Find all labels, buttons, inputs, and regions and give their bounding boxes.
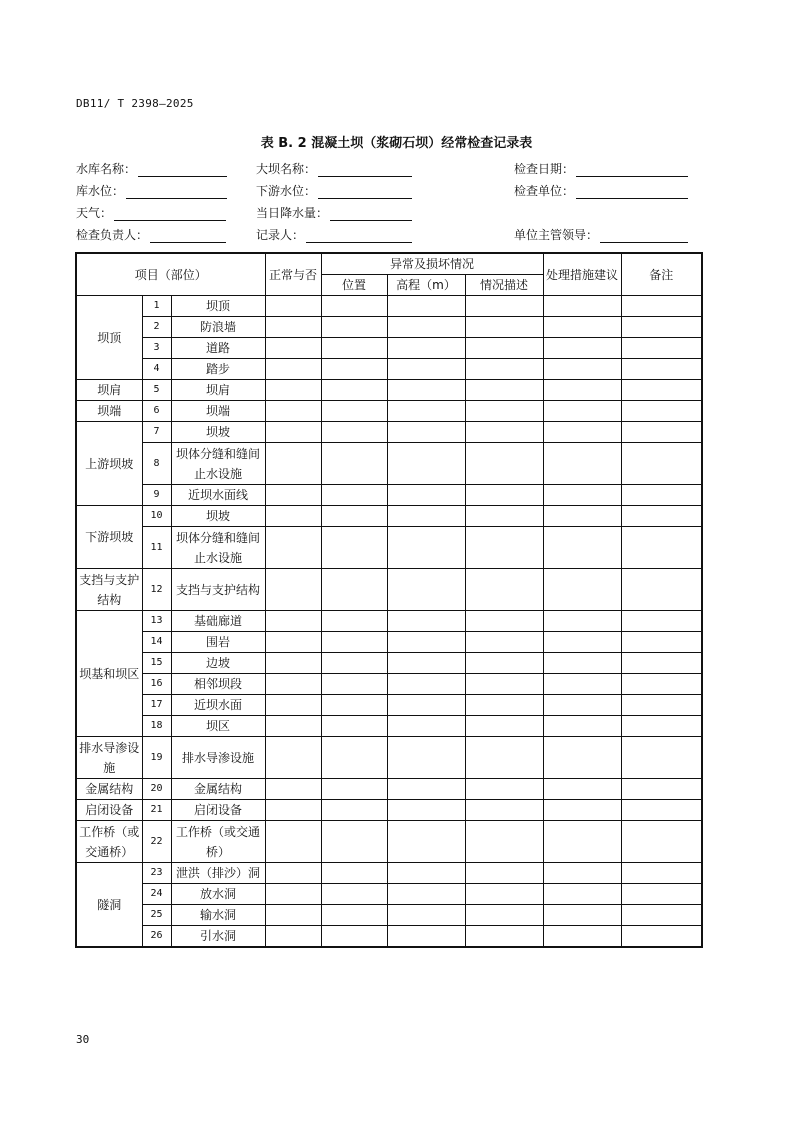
elevation-cell[interactable] bbox=[387, 506, 465, 527]
remarks-cell[interactable] bbox=[621, 926, 702, 948]
table-row bbox=[76, 905, 702, 926]
description-cell[interactable] bbox=[465, 716, 543, 737]
recorder-label: 记录人： bbox=[256, 228, 305, 242]
check-date-field bbox=[514, 160, 688, 177]
recorder-blank[interactable] bbox=[306, 230, 412, 243]
position-cell[interactable] bbox=[321, 632, 387, 653]
description-cell[interactable] bbox=[465, 443, 543, 485]
position-cell[interactable] bbox=[321, 863, 387, 884]
item-number-cell: 14 bbox=[142, 632, 171, 653]
normal-cell[interactable] bbox=[265, 422, 321, 443]
table-row bbox=[76, 296, 702, 317]
normal-cell[interactable] bbox=[265, 737, 321, 779]
table-row bbox=[76, 569, 702, 611]
measures-cell[interactable] bbox=[543, 737, 621, 779]
item-number-cell: 2 bbox=[142, 317, 171, 338]
measures-cell[interactable] bbox=[543, 884, 621, 905]
measures-cell[interactable] bbox=[543, 485, 621, 506]
description-cell[interactable] bbox=[465, 401, 543, 422]
table-row bbox=[76, 779, 702, 800]
elevation-cell[interactable] bbox=[387, 380, 465, 401]
reservoir-level-blank[interactable] bbox=[126, 186, 227, 199]
description-cell[interactable] bbox=[465, 653, 543, 674]
position-cell[interactable] bbox=[321, 485, 387, 506]
table-row bbox=[76, 338, 702, 359]
leader-label: 单位主管领导： bbox=[514, 228, 599, 242]
header-item: 项目（部位） bbox=[76, 253, 265, 296]
table-row bbox=[76, 527, 702, 569]
dam-name-label: 大坝名称： bbox=[256, 162, 317, 176]
measures-cell[interactable] bbox=[543, 401, 621, 422]
normal-cell[interactable] bbox=[265, 779, 321, 800]
remarks-cell[interactable] bbox=[621, 905, 702, 926]
elevation-cell[interactable] bbox=[387, 632, 465, 653]
remarks-cell[interactable] bbox=[621, 863, 702, 884]
reservoir-name-blank[interactable] bbox=[138, 164, 227, 177]
weather-blank[interactable] bbox=[114, 208, 226, 221]
item-name-cell: 坝体分缝和缝间止水设施 bbox=[171, 527, 265, 569]
elevation-cell[interactable] bbox=[387, 317, 465, 338]
description-cell[interactable] bbox=[465, 506, 543, 527]
position-cell[interactable] bbox=[321, 611, 387, 632]
elevation-cell[interactable] bbox=[387, 884, 465, 905]
check-date-label: 检查日期： bbox=[514, 162, 575, 176]
position-cell[interactable] bbox=[321, 380, 387, 401]
description-cell[interactable] bbox=[465, 800, 543, 821]
position-cell[interactable] bbox=[321, 779, 387, 800]
item-number-cell: 6 bbox=[142, 401, 171, 422]
item-number-cell: 8 bbox=[142, 443, 171, 485]
normal-cell[interactable] bbox=[265, 800, 321, 821]
item-number-cell: 21 bbox=[142, 800, 171, 821]
position-cell[interactable] bbox=[321, 821, 387, 863]
position-cell[interactable] bbox=[321, 716, 387, 737]
table-header bbox=[76, 253, 702, 296]
elevation-cell[interactable] bbox=[387, 527, 465, 569]
normal-cell[interactable] bbox=[265, 674, 321, 695]
item-number-cell: 4 bbox=[142, 359, 171, 380]
table-row bbox=[76, 653, 702, 674]
description-cell[interactable] bbox=[465, 905, 543, 926]
check-unit-blank[interactable] bbox=[576, 186, 688, 199]
normal-cell[interactable] bbox=[265, 359, 321, 380]
measures-cell[interactable] bbox=[543, 821, 621, 863]
elevation-cell[interactable] bbox=[387, 569, 465, 611]
item-name-cell: 支挡与支护结构 bbox=[171, 569, 265, 611]
table-row bbox=[76, 317, 702, 338]
leader-blank[interactable] bbox=[600, 230, 688, 243]
item-number-cell: 22 bbox=[142, 821, 171, 863]
remarks-cell[interactable] bbox=[621, 653, 702, 674]
header-remarks: 备注 bbox=[621, 253, 702, 296]
remarks-cell[interactable] bbox=[621, 779, 702, 800]
elevation-cell[interactable] bbox=[387, 338, 465, 359]
measures-cell[interactable] bbox=[543, 695, 621, 716]
measures-cell[interactable] bbox=[543, 422, 621, 443]
measures-cell[interactable] bbox=[543, 506, 621, 527]
remarks-cell[interactable] bbox=[621, 296, 702, 317]
normal-cell[interactable] bbox=[265, 926, 321, 948]
remarks-cell[interactable] bbox=[621, 401, 702, 422]
description-cell[interactable] bbox=[465, 674, 543, 695]
measures-cell[interactable] bbox=[543, 338, 621, 359]
measures-cell[interactable] bbox=[543, 926, 621, 948]
item-name-cell: 坝区 bbox=[171, 716, 265, 737]
remarks-cell[interactable] bbox=[621, 527, 702, 569]
measures-cell[interactable] bbox=[543, 800, 621, 821]
measures-cell[interactable] bbox=[543, 674, 621, 695]
item-name-cell: 输水洞 bbox=[171, 905, 265, 926]
group-name-cell: 隧洞 bbox=[76, 863, 142, 948]
item-name-cell: 坝肩 bbox=[171, 380, 265, 401]
table-row bbox=[76, 800, 702, 821]
description-cell[interactable] bbox=[465, 632, 543, 653]
table-row bbox=[76, 443, 702, 485]
item-name-cell: 围岩 bbox=[171, 632, 265, 653]
description-cell[interactable] bbox=[465, 611, 543, 632]
table-row bbox=[76, 380, 702, 401]
recorder-field bbox=[256, 226, 412, 243]
group-name-cell: 金属结构 bbox=[76, 779, 142, 800]
normal-cell[interactable] bbox=[265, 569, 321, 611]
description-cell[interactable] bbox=[465, 338, 543, 359]
table-row bbox=[76, 359, 702, 380]
item-number-cell: 10 bbox=[142, 506, 171, 527]
remarks-cell[interactable] bbox=[621, 611, 702, 632]
item-name-cell: 近坝水面 bbox=[171, 695, 265, 716]
item-number-cell: 18 bbox=[142, 716, 171, 737]
normal-cell[interactable] bbox=[265, 380, 321, 401]
elevation-cell[interactable] bbox=[387, 401, 465, 422]
item-number-cell: 15 bbox=[142, 653, 171, 674]
description-cell[interactable] bbox=[465, 485, 543, 506]
description-cell[interactable] bbox=[465, 926, 543, 948]
remarks-cell[interactable] bbox=[621, 737, 702, 779]
normal-cell[interactable] bbox=[265, 485, 321, 506]
table-row bbox=[76, 737, 702, 779]
header-position: 位置 bbox=[321, 275, 387, 296]
normal-cell[interactable] bbox=[265, 905, 321, 926]
downstream-level-blank[interactable] bbox=[318, 186, 412, 199]
header-description: 情况描述 bbox=[465, 275, 543, 296]
group-name-cell: 支挡与支护结构 bbox=[76, 569, 142, 611]
table-row bbox=[76, 674, 702, 695]
item-name-cell: 引水洞 bbox=[171, 926, 265, 948]
position-cell[interactable] bbox=[321, 569, 387, 611]
inspector-blank[interactable] bbox=[150, 230, 226, 243]
description-cell[interactable] bbox=[465, 317, 543, 338]
downstream-level-field bbox=[256, 182, 412, 199]
item-name-cell: 坝端 bbox=[171, 401, 265, 422]
measures-cell[interactable] bbox=[543, 527, 621, 569]
group-name-cell: 排水导渗设施 bbox=[76, 737, 142, 779]
group-name-cell: 下游坝坡 bbox=[76, 506, 142, 569]
header-normal: 正常与否 bbox=[265, 253, 321, 296]
item-number-cell: 16 bbox=[142, 674, 171, 695]
position-cell[interactable] bbox=[321, 401, 387, 422]
item-number-cell: 9 bbox=[142, 485, 171, 506]
item-name-cell: 排水导渗设施 bbox=[171, 737, 265, 779]
remarks-cell[interactable] bbox=[621, 884, 702, 905]
group-name-cell: 坝肩 bbox=[76, 380, 142, 401]
normal-cell[interactable] bbox=[265, 863, 321, 884]
elevation-cell[interactable] bbox=[387, 800, 465, 821]
elevation-cell[interactable] bbox=[387, 359, 465, 380]
item-number-cell: 26 bbox=[142, 926, 171, 948]
description-cell[interactable] bbox=[465, 527, 543, 569]
elevation-cell[interactable] bbox=[387, 821, 465, 863]
item-number-cell: 13 bbox=[142, 611, 171, 632]
table-row bbox=[76, 716, 702, 737]
inspector-label: 检查负责人： bbox=[76, 228, 149, 242]
group-name-cell: 坝顶 bbox=[76, 296, 142, 380]
item-name-cell: 启闭设备 bbox=[171, 800, 265, 821]
position-cell[interactable] bbox=[321, 695, 387, 716]
measures-cell[interactable] bbox=[543, 863, 621, 884]
measures-cell[interactable] bbox=[543, 317, 621, 338]
inspector-field bbox=[76, 226, 226, 243]
table-row bbox=[76, 506, 702, 527]
normal-cell[interactable] bbox=[265, 317, 321, 338]
check-date-blank[interactable] bbox=[576, 164, 688, 177]
remarks-cell[interactable] bbox=[621, 422, 702, 443]
table-title: 表 B. 2 混凝土坝（浆砌石坝）经常检查记录表 bbox=[260, 136, 533, 151]
position-cell[interactable] bbox=[321, 653, 387, 674]
item-number-cell: 3 bbox=[142, 338, 171, 359]
item-name-cell: 坝体分缝和缝间止水设施 bbox=[171, 443, 265, 485]
position-cell[interactable] bbox=[321, 800, 387, 821]
item-name-cell: 放水洞 bbox=[171, 884, 265, 905]
position-cell[interactable] bbox=[321, 359, 387, 380]
elevation-cell[interactable] bbox=[387, 485, 465, 506]
measures-cell[interactable] bbox=[543, 296, 621, 317]
leader-field bbox=[514, 226, 688, 243]
rainfall-field bbox=[256, 204, 412, 221]
table-row bbox=[76, 695, 702, 716]
table-row bbox=[76, 422, 702, 443]
remarks-cell[interactable] bbox=[621, 674, 702, 695]
remarks-cell[interactable] bbox=[621, 443, 702, 485]
table-row bbox=[76, 611, 702, 632]
remarks-cell[interactable] bbox=[621, 380, 702, 401]
description-cell[interactable] bbox=[465, 884, 543, 905]
remarks-cell[interactable] bbox=[621, 821, 702, 863]
normal-cell[interactable] bbox=[265, 443, 321, 485]
measures-cell[interactable] bbox=[543, 569, 621, 611]
remarks-cell[interactable] bbox=[621, 632, 702, 653]
position-cell[interactable] bbox=[321, 737, 387, 779]
elevation-cell[interactable] bbox=[387, 737, 465, 779]
position-cell[interactable] bbox=[321, 317, 387, 338]
description-cell[interactable] bbox=[465, 821, 543, 863]
description-cell[interactable] bbox=[465, 380, 543, 401]
remarks-cell[interactable] bbox=[621, 800, 702, 821]
header-abnormal: 异常及损坏情况 bbox=[321, 253, 543, 275]
remarks-cell[interactable] bbox=[621, 569, 702, 611]
normal-cell[interactable] bbox=[265, 338, 321, 359]
normal-cell[interactable] bbox=[265, 506, 321, 527]
measures-cell[interactable] bbox=[543, 443, 621, 485]
position-cell[interactable] bbox=[321, 884, 387, 905]
description-cell[interactable] bbox=[465, 359, 543, 380]
item-name-cell: 泄洪（排沙）洞 bbox=[171, 863, 265, 884]
elevation-cell[interactable] bbox=[387, 695, 465, 716]
group-name-cell: 工作桥（或交通桥） bbox=[76, 821, 142, 863]
dam-name-blank[interactable] bbox=[318, 164, 412, 177]
normal-cell[interactable] bbox=[265, 611, 321, 632]
remarks-cell[interactable] bbox=[621, 695, 702, 716]
standard-code: DB11/ T 2398—2025 bbox=[76, 97, 194, 110]
measures-cell[interactable] bbox=[543, 380, 621, 401]
remarks-cell[interactable] bbox=[621, 506, 702, 527]
measures-cell[interactable] bbox=[543, 653, 621, 674]
table-row bbox=[76, 863, 702, 884]
item-name-cell: 工作桥（或交通桥） bbox=[171, 821, 265, 863]
header-measures: 处理措施建议 bbox=[543, 253, 621, 296]
position-cell[interactable] bbox=[321, 926, 387, 948]
reservoir-level-field bbox=[76, 182, 227, 199]
remarks-cell[interactable] bbox=[621, 359, 702, 380]
description-cell[interactable] bbox=[465, 779, 543, 800]
item-number-cell: 7 bbox=[142, 422, 171, 443]
reservoir-name-field bbox=[76, 160, 227, 177]
table-row bbox=[76, 884, 702, 905]
description-cell[interactable] bbox=[465, 569, 543, 611]
table-body bbox=[76, 296, 702, 948]
item-number-cell: 25 bbox=[142, 905, 171, 926]
elevation-cell[interactable] bbox=[387, 905, 465, 926]
remarks-cell[interactable] bbox=[621, 317, 702, 338]
elevation-cell[interactable] bbox=[387, 926, 465, 948]
header-elevation: 高程（m） bbox=[387, 275, 465, 296]
position-cell[interactable] bbox=[321, 422, 387, 443]
normal-cell[interactable] bbox=[265, 527, 321, 569]
downstream-level-label: 下游水位： bbox=[256, 184, 317, 198]
remarks-cell[interactable] bbox=[621, 716, 702, 737]
remarks-cell[interactable] bbox=[621, 338, 702, 359]
item-number-cell: 20 bbox=[142, 779, 171, 800]
item-name-cell: 道路 bbox=[171, 338, 265, 359]
item-number-cell: 11 bbox=[142, 527, 171, 569]
elevation-cell[interactable] bbox=[387, 611, 465, 632]
measures-cell[interactable] bbox=[543, 716, 621, 737]
elevation-cell[interactable] bbox=[387, 443, 465, 485]
table-row bbox=[76, 821, 702, 863]
table-row bbox=[76, 926, 702, 948]
elevation-cell[interactable] bbox=[387, 296, 465, 317]
item-name-cell: 防浪墙 bbox=[171, 317, 265, 338]
item-name-cell: 金属结构 bbox=[171, 779, 265, 800]
normal-cell[interactable] bbox=[265, 695, 321, 716]
normal-cell[interactable] bbox=[265, 821, 321, 863]
position-cell[interactable] bbox=[321, 338, 387, 359]
position-cell[interactable] bbox=[321, 296, 387, 317]
normal-cell[interactable] bbox=[265, 716, 321, 737]
group-name-cell: 坝基和坝区 bbox=[76, 611, 142, 737]
measures-cell[interactable] bbox=[543, 905, 621, 926]
weather-field bbox=[76, 204, 226, 221]
check-unit-field bbox=[514, 182, 688, 199]
group-name-cell: 上游坝坡 bbox=[76, 422, 142, 506]
inspection-record-table bbox=[75, 252, 703, 948]
group-name-cell: 启闭设备 bbox=[76, 800, 142, 821]
item-number-cell: 24 bbox=[142, 884, 171, 905]
item-number-cell: 17 bbox=[142, 695, 171, 716]
position-cell[interactable] bbox=[321, 506, 387, 527]
group-name-cell: 坝端 bbox=[76, 401, 142, 422]
reservoir-name-label: 水库名称： bbox=[76, 162, 137, 176]
measures-cell[interactable] bbox=[543, 632, 621, 653]
item-name-cell: 坝坡 bbox=[171, 506, 265, 527]
item-name-cell: 坝坡 bbox=[171, 422, 265, 443]
item-name-cell: 近坝水面线 bbox=[171, 485, 265, 506]
check-unit-label: 检查单位： bbox=[514, 184, 575, 198]
item-name-cell: 边坡 bbox=[171, 653, 265, 674]
item-name-cell: 踏步 bbox=[171, 359, 265, 380]
elevation-cell[interactable] bbox=[387, 422, 465, 443]
item-number-cell: 5 bbox=[142, 380, 171, 401]
item-number-cell: 19 bbox=[142, 737, 171, 779]
table-row bbox=[76, 401, 702, 422]
table-row bbox=[76, 632, 702, 653]
item-name-cell: 坝顶 bbox=[171, 296, 265, 317]
normal-cell[interactable] bbox=[265, 296, 321, 317]
description-cell[interactable] bbox=[465, 863, 543, 884]
elevation-cell[interactable] bbox=[387, 863, 465, 884]
item-number-cell: 12 bbox=[142, 569, 171, 611]
rainfall-blank[interactable] bbox=[330, 208, 412, 221]
elevation-cell[interactable] bbox=[387, 779, 465, 800]
normal-cell[interactable] bbox=[265, 884, 321, 905]
rainfall-label: 当日降水量： bbox=[256, 206, 329, 220]
remarks-cell[interactable] bbox=[621, 485, 702, 506]
position-cell[interactable] bbox=[321, 443, 387, 485]
dam-name-field bbox=[256, 160, 412, 177]
elevation-cell[interactable] bbox=[387, 716, 465, 737]
description-cell[interactable] bbox=[465, 695, 543, 716]
item-number-cell: 23 bbox=[142, 863, 171, 884]
page-number: 30 bbox=[76, 1033, 90, 1046]
measures-cell[interactable] bbox=[543, 611, 621, 632]
table-row bbox=[76, 485, 702, 506]
item-name-cell: 相邻坝段 bbox=[171, 674, 265, 695]
description-cell[interactable] bbox=[465, 422, 543, 443]
elevation-cell[interactable] bbox=[387, 674, 465, 695]
normal-cell[interactable] bbox=[265, 401, 321, 422]
reservoir-level-label: 库水位： bbox=[76, 184, 125, 198]
description-cell[interactable] bbox=[465, 737, 543, 779]
elevation-cell[interactable] bbox=[387, 653, 465, 674]
weather-label: 天气： bbox=[76, 206, 113, 220]
position-cell[interactable] bbox=[321, 674, 387, 695]
position-cell[interactable] bbox=[321, 905, 387, 926]
normal-cell[interactable] bbox=[265, 632, 321, 653]
normal-cell[interactable] bbox=[265, 653, 321, 674]
measures-cell[interactable] bbox=[543, 779, 621, 800]
description-cell[interactable] bbox=[465, 296, 543, 317]
item-name-cell: 基础廊道 bbox=[171, 611, 265, 632]
item-number-cell: 1 bbox=[142, 296, 171, 317]
measures-cell[interactable] bbox=[543, 359, 621, 380]
position-cell[interactable] bbox=[321, 527, 387, 569]
